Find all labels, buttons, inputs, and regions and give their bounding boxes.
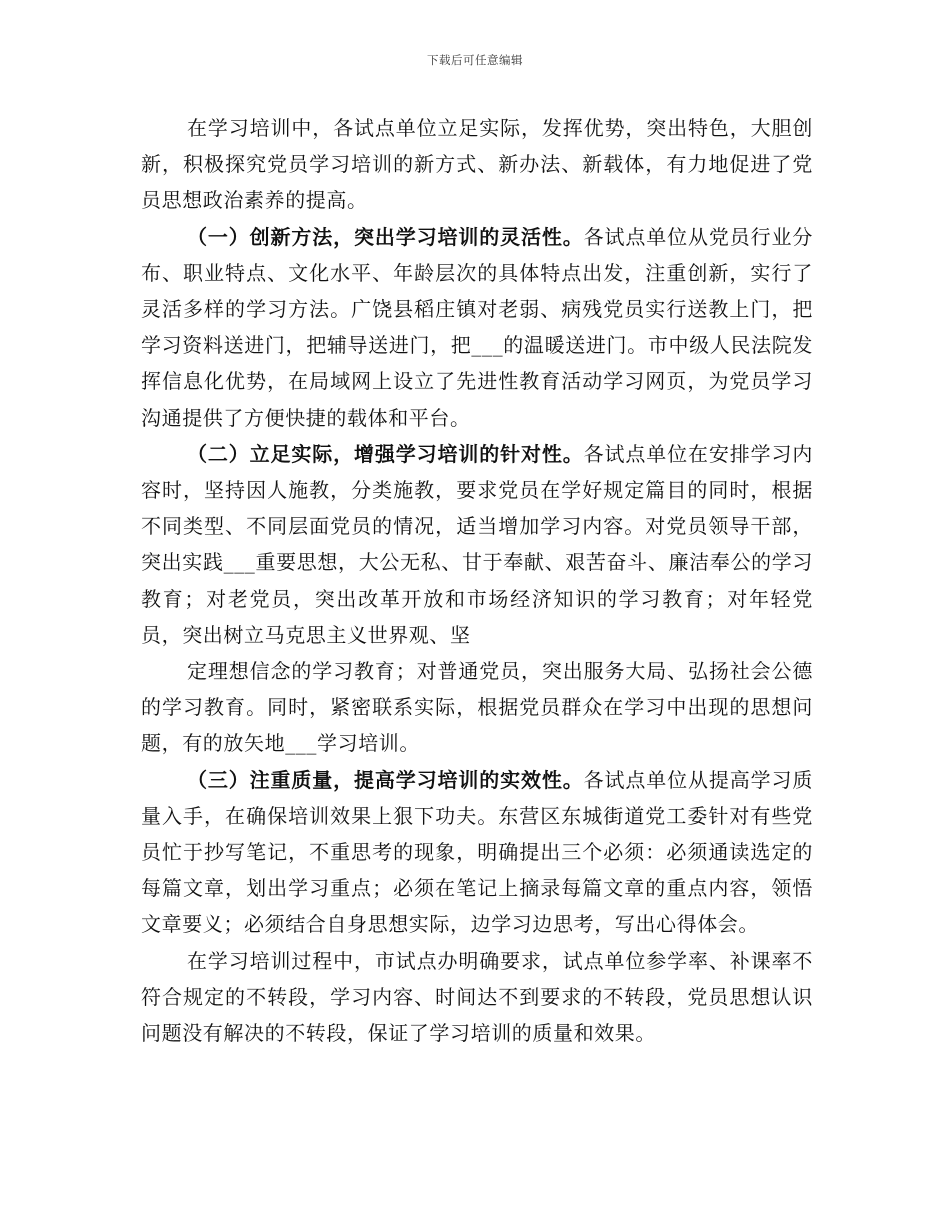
paragraph-text: 各试点单位在安排学习内容时，坚持因人施教，分类施教，要求党员在学好规定篇目的同时，根据不同类型、不同层面党员的情况，适当增加学习内容。对党员领导干部，突出实践___重要思想，大公无私、甘于奉献、艰苦奋斗、廉洁奉公的学习教育；对老党员，突出改革开放和市场经济知识的学习教育；对年轻党员，突出树立马克思主义世界观、坚	[141, 441, 813, 647]
paragraph-section-2-continued	[141, 653, 813, 762]
paragraph-intro	[141, 110, 813, 219]
paragraph-section-1	[141, 219, 813, 436]
paragraph-text: 在学习培训中，各试点单位立足实际，发挥优势，突出特色，大胆创新，积极探究党员学习培训的新方式、新办法、新载体，有力地促进了党员思想政治素养的提高。	[141, 116, 813, 213]
paragraph-text: 在学习培训过程中，市试点办明确要求，试点单位参学率、补课率不符合规定的不转段，学习内容、时间达不到要求的不转段，党员思想认识问题没有解决的不转段，保证了学习培训的质量和效果。	[141, 948, 813, 1046]
paragraph-section-3	[141, 762, 813, 943]
page-header: 下载后可任意编辑	[427, 53, 523, 67]
document-body	[141, 110, 813, 1051]
section-heading: （三）注重质量，提高学习培训的实效性。	[187, 767, 584, 792]
paragraph-text: 定理想信念的学习教育；对普通党员，突出服务大局、弘扬社会公德的学习教育。同时，紧密联系实际，根据党员群众在学习中出现的思想问题，有的放矢地___学习培训。	[141, 659, 813, 756]
paragraph-text: 各试点单位从党员行业分布、职业特点、文化水平、年龄层次的具体特点出发，注重创新，实行了灵活多样的学习方法。广饶县稻庄镇对老弱、病残党员实行送教上门，把学习资料送进门，把辅导送进门，把___的温暖送进门。市中级人民法院发挥信息化优势，在局域网上设立了先进性教育活动学习网页，为党员学习沟通提供了方便快捷的载体和平台。	[141, 224, 813, 430]
section-heading: （一）创新方法，突出学习培训的灵活性。	[187, 224, 584, 249]
paragraph-section-2	[141, 436, 813, 653]
section-heading: （二）立足实际，增强学习培训的针对性。	[187, 441, 584, 466]
paragraph-conclusion	[141, 943, 813, 1052]
paragraph-text: 各试点单位从提高学习质量入手，在确保培训效果上狠下功夫。东营区东城街道党工委针对有些党员忙于抄写笔记，不重思考的现象，明确提出三个必须：必须通读选定的每篇文章，划出学习重点；必须在笔记上摘录每篇文章的重点内容，领悟文章要义；必须结合自身思想实际，边学习边思考，写出心得体会。	[141, 767, 813, 937]
